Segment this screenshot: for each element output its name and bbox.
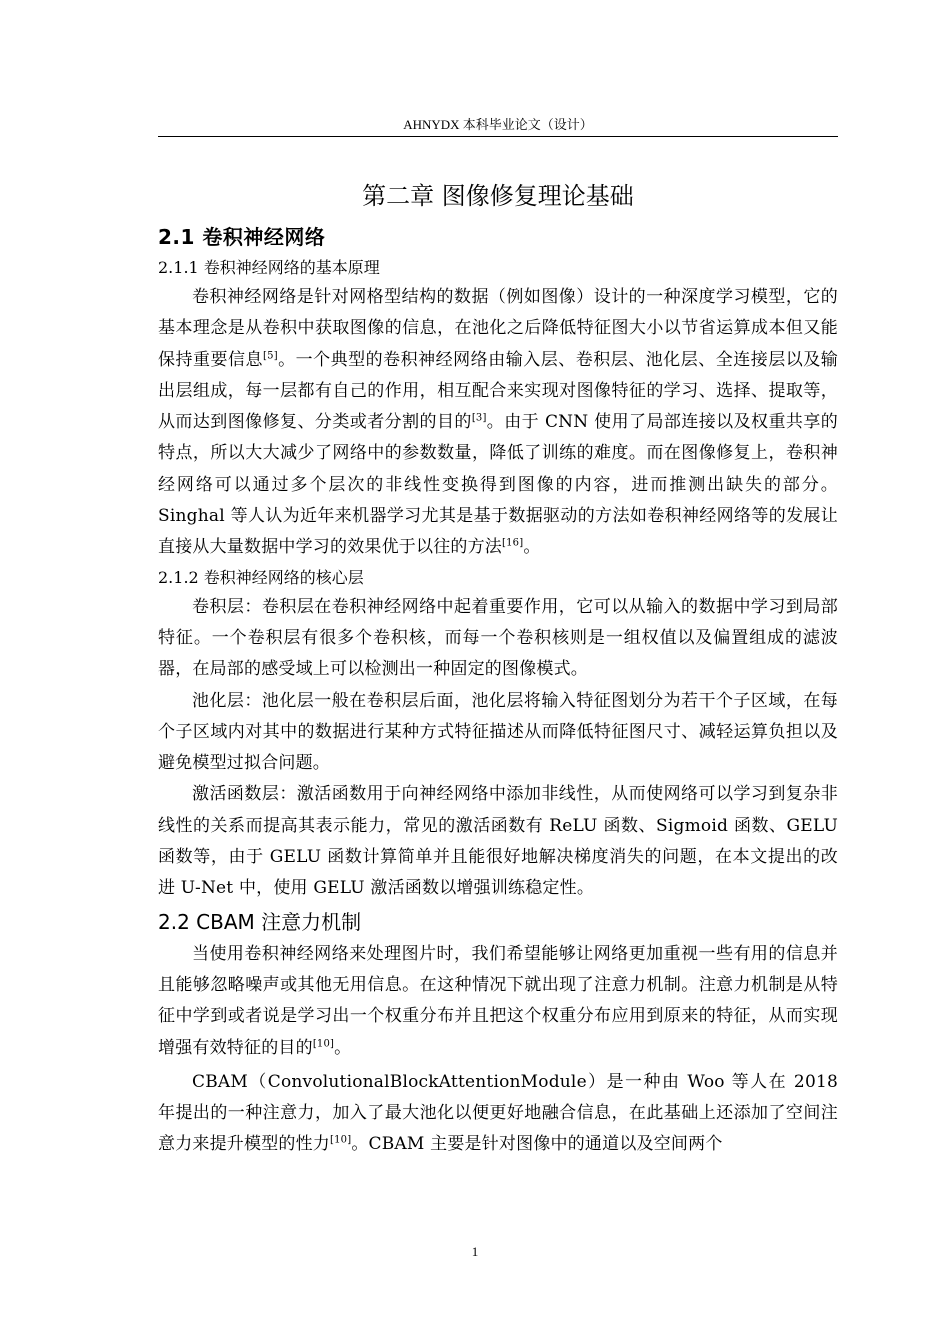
paragraph-attention-intro bbox=[158, 939, 838, 1064]
paragraph-text: 。CBAM 主要是针对图像中的通道以及空间两个 bbox=[351, 1134, 723, 1155]
paragraph-activation-layer: 激活函数层：激活函数用于向神经网络中添加非线性，从而使网络可以学习到复杂非线性的关系而提高其表示能力，常见的激活函数有 ReLU 函数、Sigmoid 函数、GELU 函数等，由于 GELU 函数计算简单并且能很好地解决梯度消失的问题，在本文提出的改进 U-Net 中，使用 GELU 激活函数以增强训练稳定性。 bbox=[158, 784, 838, 899]
citation: [3] bbox=[471, 412, 487, 424]
page-number: 1 bbox=[471, 1244, 479, 1259]
chapter-title: 第二章 图像修复理论基础 bbox=[362, 182, 634, 210]
paragraph-cnn-principle bbox=[158, 282, 838, 564]
section-heading-2-1: 2.1 卷积神经网络 bbox=[158, 225, 326, 249]
paragraph-text: CBAM（ConvolutionalBlockAttentionModule）是一种由 Woo 等人在 2018 年提出的一种注意力，加入了最大池化以便更好地融合信息，在此基础上还添加了空间注意力来提升模型的性力 bbox=[158, 1071, 838, 1155]
paragraph-text: 。 bbox=[334, 1037, 352, 1058]
paragraph-cbam bbox=[158, 1067, 838, 1161]
citation: [5] bbox=[263, 349, 278, 361]
section-heading-2-2: 2.2 CBAM 注意力机制 bbox=[158, 909, 362, 934]
page-body bbox=[158, 176, 838, 1161]
citation: [10] bbox=[312, 1037, 335, 1049]
subsection-heading-2-1-1: 2.1.1 卷积神经网络的基本原理 bbox=[158, 258, 380, 277]
paragraph-pool-layer: 池化层：池化层一般在卷积层后面，池化层将输入特征图划分为若干个子区域，在每个子区域内对其中的数据进行某种方式特征描述从而降低特征图尺寸、减轻运算负担以及避免模型过拟合问题。 bbox=[158, 690, 838, 774]
paragraph-text: 当使用卷积神经网络来处理图片时，我们希望能够让网络更加重视一些有用的信息并且能够忽略噪声或其他无用信息。在这种情况下就出现了注意力机制。注意力机制是从特征中学到或者说是学习出一个权重分布并且把这个权重分布应用到原来的特征，从而实现增强有效特征的目的 bbox=[158, 943, 838, 1058]
citation: [10] bbox=[330, 1134, 352, 1146]
running-header: AHNYDX 本科毕业论文（设计） bbox=[403, 117, 593, 132]
citation: [16] bbox=[502, 537, 524, 549]
subsection-heading-2-1-2: 2.1.2 卷积神经网络的核心层 bbox=[158, 567, 364, 587]
paragraph-text: 。一个典型的卷积神经网络由输入层、卷积层、池化层、全连接层以及输出层组成，每一层都有自己的作用，相互配合来实现对图像特征的学习、选择、提取等，从而达到图像修复、分类或者分割的目的 bbox=[158, 349, 839, 433]
paragraph-text: 。 bbox=[523, 537, 541, 558]
header-rule bbox=[158, 136, 838, 137]
paragraph-text: 卷积神经网络是针对网格型结构的数据（例如图像）设计的一种深度学习模型，它的基本理念是从卷积中获取图像的信息，在池化之后降低特征图大小以节省运算成本但又能保持重要信息 bbox=[158, 287, 838, 370]
paragraph-conv-layer: 卷积层：卷积层在卷积神经网络中起着重要作用，它可以从输入的数据中学习到局部特征。一个卷积层有很多个卷积核，而每一个卷积核则是一组权值以及偏置组成的滤波器，在局部的感受域上可以检测出一种固定的图像模式。 bbox=[158, 596, 838, 680]
paragraph-text: 。由于 CNN 使用了局部连接以及权重共享的特点，所以大大减少了网络中的参数数量，降低了训练的难度。而在图像修复上，卷积神经网络可以通过多个层次的非线性变换得到图像的内容，进而推测出缺失的部分。Singhal 等人认为近年来机器学习尤其是基于数据驱动的方法如卷积神经网络等的发展让直接从大量数据中学习的效果优于以往的方法 bbox=[158, 412, 838, 558]
